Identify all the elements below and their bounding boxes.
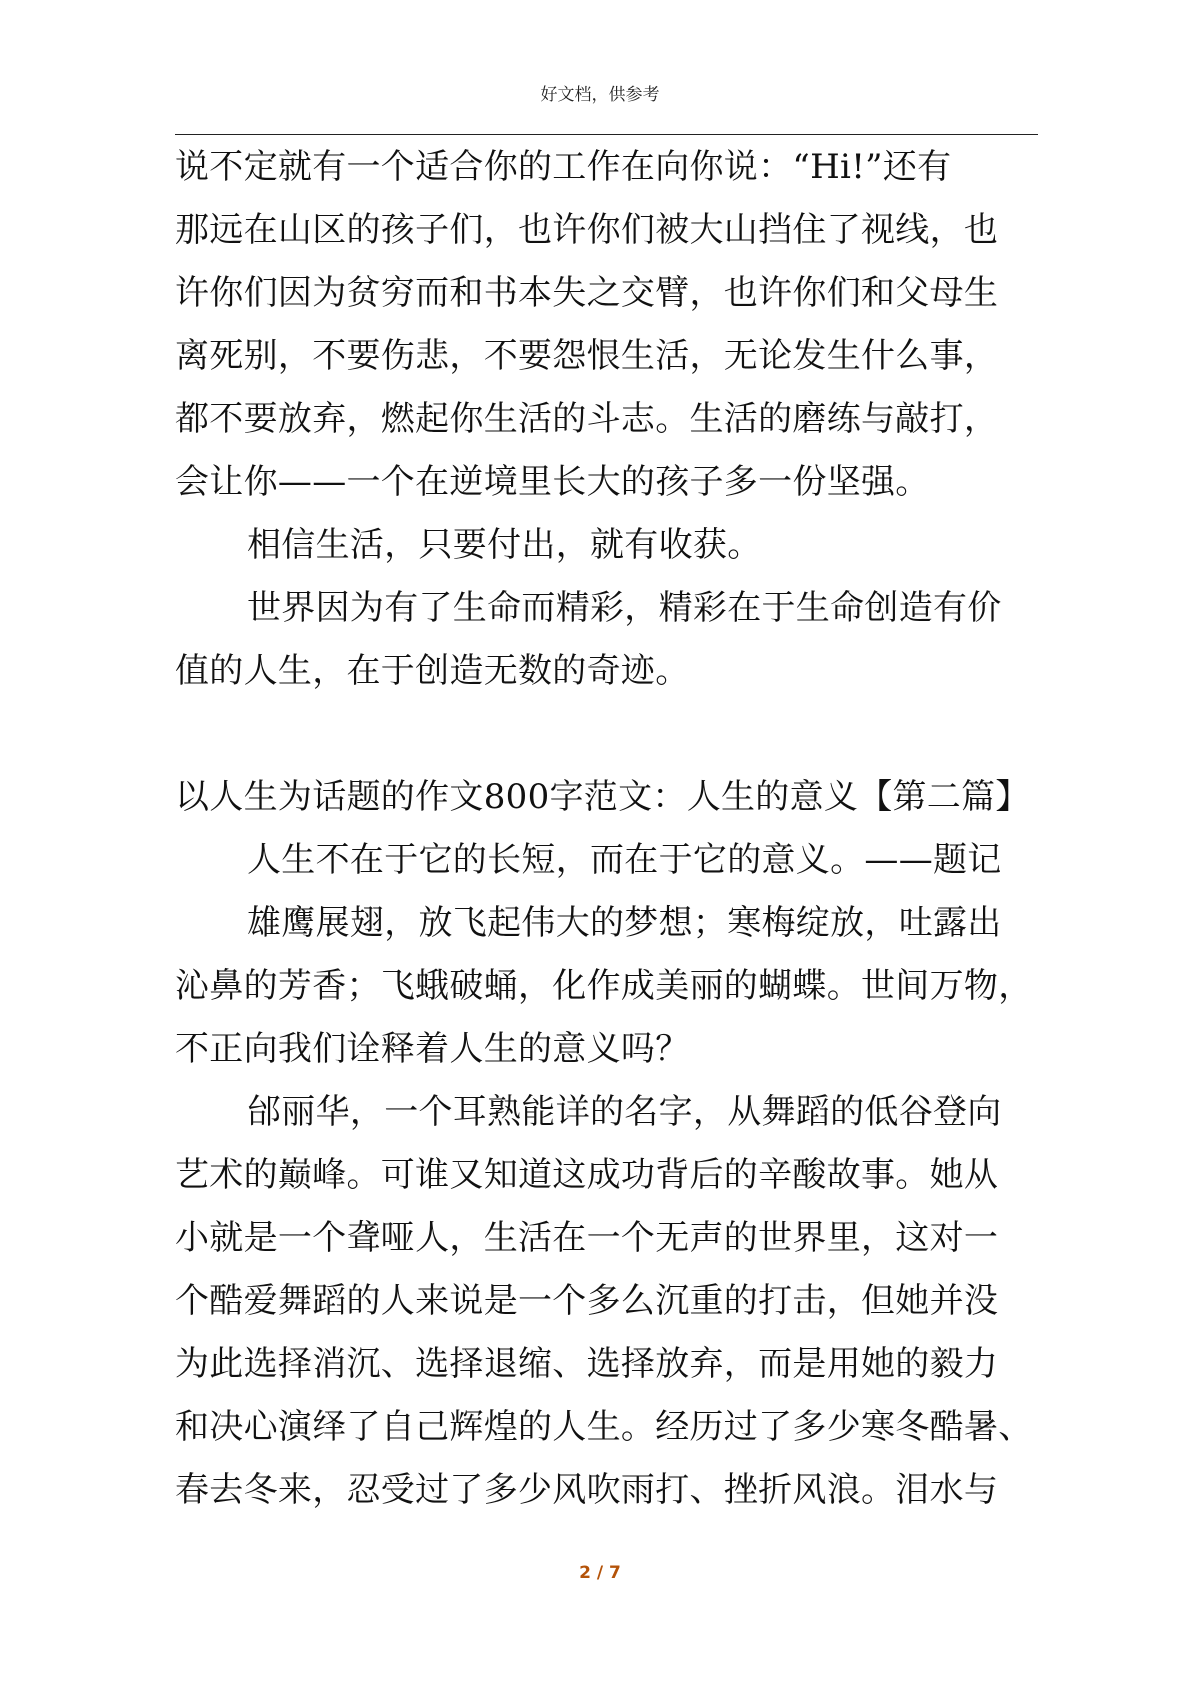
section-line: 沁鼻的芳香；飞蛾破蛹，化作成美丽的蝴蝶。世间万物，: [175, 966, 1033, 1006]
body-line: 会让你——一个在逆境里长大的孩子多一份坚强。: [175, 462, 930, 502]
section-line: 个酷爱舞蹈的人来说是一个多么沉重的打击，但她并没: [175, 1281, 999, 1321]
body-line: 世界因为有了生命而精彩，精彩在于生命创造有价: [247, 588, 1002, 628]
section-line: 小就是一个聋哑人，生活在一个无声的世界里，这对一: [175, 1218, 999, 1258]
section-line: 和决心演绎了自己辉煌的人生。经历过了多少寒冬酷暑、: [175, 1407, 1033, 1447]
section-line: 雄鹰展翅，放飞起伟大的梦想；寒梅绽放，吐露出: [247, 903, 1002, 943]
body-line: 值的人生，在于创造无数的奇迹。: [175, 651, 690, 691]
header-divider: [175, 134, 1038, 135]
section-line: 不正向我们诠释着人生的意义吗？: [175, 1029, 690, 1069]
page-header: 好文档，供参考: [540, 85, 660, 105]
page-number: 2 / 7: [579, 1563, 621, 1583]
body-line: 许你们因为贫穷而和书本失之交臂，也许你们和父母生: [175, 273, 999, 313]
paragraph-spacer: [175, 703, 1065, 766]
section-line: 人生不在于它的长短，而在于它的意义。——题记: [247, 840, 1002, 880]
body-line: 相信生活，只要付出，就有收获。: [247, 525, 762, 565]
body-line: 都不要放弃，燃起你生活的斗志。生活的磨练与敲打，: [175, 399, 999, 439]
body-line: 说不定就有一个适合你的工作在向你说：“Hi!”还有: [175, 147, 952, 187]
section-line: 为此选择消沉、选择退缩、选择放弃，而是用她的毅力: [175, 1344, 999, 1384]
document-body: [175, 136, 1065, 1522]
body-line: 离死别，不要伤悲，不要怨恨生活，无论发生什么事，: [175, 336, 999, 376]
section-line: 邰丽华，一个耳熟能详的名字，从舞蹈的低谷登向: [247, 1092, 1002, 1132]
section-line: 艺术的巅峰。可谁又知道这成功背后的辛酸故事。她从: [175, 1155, 999, 1195]
section-title: 以人生为话题的作文800字范文：人生的意义【第二篇】: [175, 777, 1030, 817]
section-line: 春去冬来，忍受过了多少风吹雨打、挫折风浪。泪水与: [175, 1470, 999, 1510]
body-line: 那远在山区的孩子们，也许你们被大山挡住了视线，也: [175, 210, 999, 250]
